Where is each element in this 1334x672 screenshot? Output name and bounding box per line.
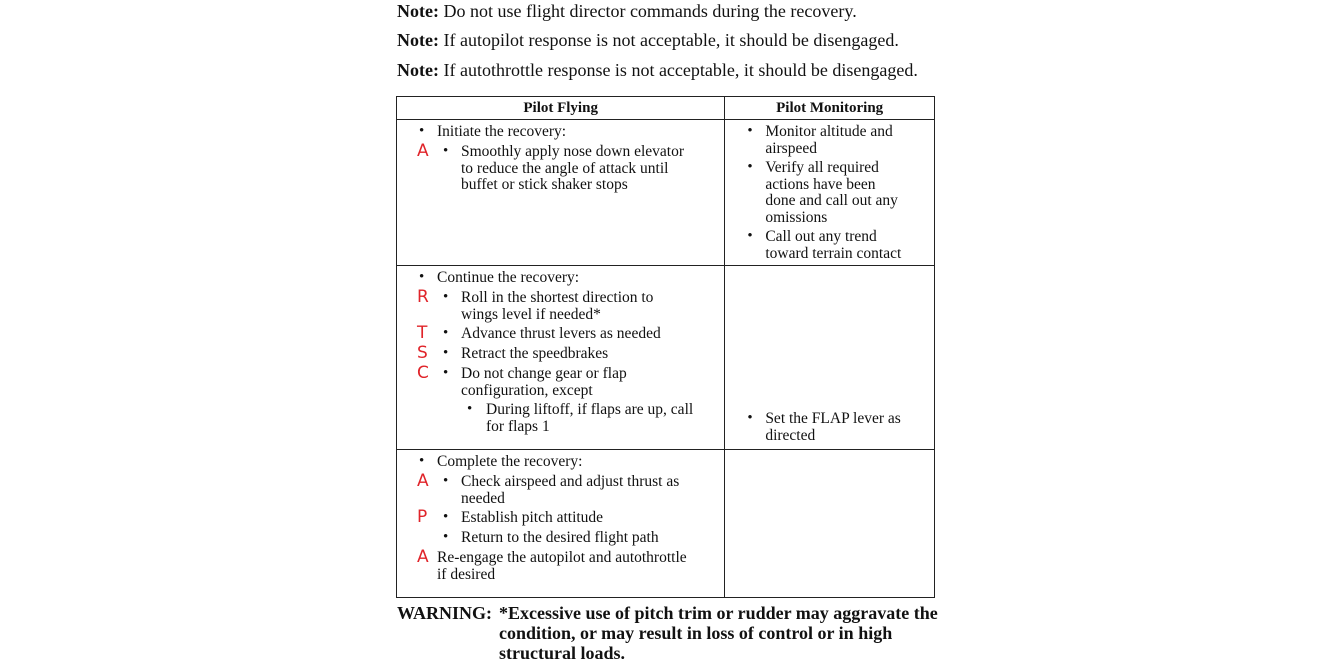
note-label: Note: [397,1,439,21]
pm-line: directed [765,426,816,444]
bullet: • [443,143,449,159]
final-line: if desired [437,565,496,583]
pilot-monitoring-complete-cell [725,450,935,598]
pm-line: Monitor altitude and [765,123,893,140]
final-line: Re-engage the autopilot and autothrottle [437,549,687,566]
bullet: • [443,325,449,341]
mnemonic-letter: S [417,343,428,363]
item-line: buffet or stick shaker stops [461,176,628,193]
pilot-monitoring-continue-cell [725,266,935,450]
pm-line: Call out any trend [765,228,877,245]
table-row-continue [397,266,935,450]
note-text: Do not use flight director commands during the recovery. [438,1,857,21]
pm-line: Set the FLAP lever as [765,410,901,427]
pilot-flying-complete-cell [397,450,725,598]
bullet: • [747,228,753,244]
item-line: Smoothly apply nose down elevator [461,143,684,160]
sub-item-line: During liftoff, if flaps are up, call [486,401,694,418]
note-text: If autothrottle response is not acceptable, it should be disengaged. [438,60,918,80]
bullet: • [419,453,425,469]
complete-heading: Complete the recovery: [437,453,583,470]
bullet: • [443,365,449,381]
item-line: configuration, except [461,381,593,399]
warning-text: *Excessive use of pitch trim or rudder may aggravate the condition, or may result in loss of control or in high structural loads. [499,603,938,663]
note-autopilot [397,30,899,50]
mnemonic-letter: C [417,363,429,383]
item-line: Establish pitch attitude [461,509,604,526]
bullet: • [747,123,753,139]
mnemonic-letter: R [417,287,429,307]
note-autothrottle [397,60,918,80]
bullet: • [747,159,753,175]
mnemonic-letter: A [417,471,429,491]
table-row-initiate [397,120,935,266]
bullet: • [443,289,449,305]
pm-line: toward terrain contact [765,244,902,262]
header-pilot-flying: Pilot Flying [397,97,725,120]
item-line: Retract the speedbrakes [461,345,609,362]
pm-line: airspeed [765,139,817,157]
mnemonic-letter: A [417,547,429,567]
header-pilot-monitoring: Pilot Monitoring [725,97,935,120]
initiate-heading: Initiate the recovery: [437,123,567,140]
table-header-row [397,97,935,120]
pm-line: omissions [765,208,828,226]
bullet: • [419,269,425,285]
item-line: wings level if needed* [461,305,601,323]
bullet: • [747,410,753,426]
item-line: Check airspeed and adjust thrust as [461,473,680,490]
bullet: • [443,345,449,361]
sub-item-line: for flaps 1 [486,417,550,435]
item-line: Do not change gear or flap [461,365,627,382]
bullet: • [443,529,449,545]
mnemonic-letter: T [417,323,428,343]
note-label: Note: [397,30,439,50]
pm-line: done and call out any [765,192,898,209]
recovery-procedure-table [396,96,935,598]
bullet: • [443,509,449,525]
note-flight-director [397,1,857,21]
item-line: Advance thrust levers as needed [461,325,661,342]
continue-heading: Continue the recovery: [437,269,580,286]
pilot-monitoring-initiate-cell [725,120,935,266]
pilot-flying-initiate-cell [397,120,725,266]
item-line: needed [461,489,505,507]
pm-line: actions have been [765,175,876,193]
pm-line: Verify all required [765,159,879,176]
bullet: • [467,401,473,417]
note-text: If autopilot response is not acceptable, it should be disengaged. [438,30,899,50]
item-line: Roll in the shortest direction to [461,289,654,306]
note-label: Note: [397,60,439,80]
warning-label: WARNING: [397,603,493,623]
mnemonic-letter: P [417,507,428,527]
pilot-flying-continue-cell [397,266,725,450]
table-row-complete [397,450,935,598]
item-line: Return to the desired flight path [461,529,659,546]
bullet: • [443,473,449,489]
mnemonic-letter: A [417,141,429,161]
bullet: • [419,123,425,139]
item-line: to reduce the angle of attack until [461,159,669,177]
